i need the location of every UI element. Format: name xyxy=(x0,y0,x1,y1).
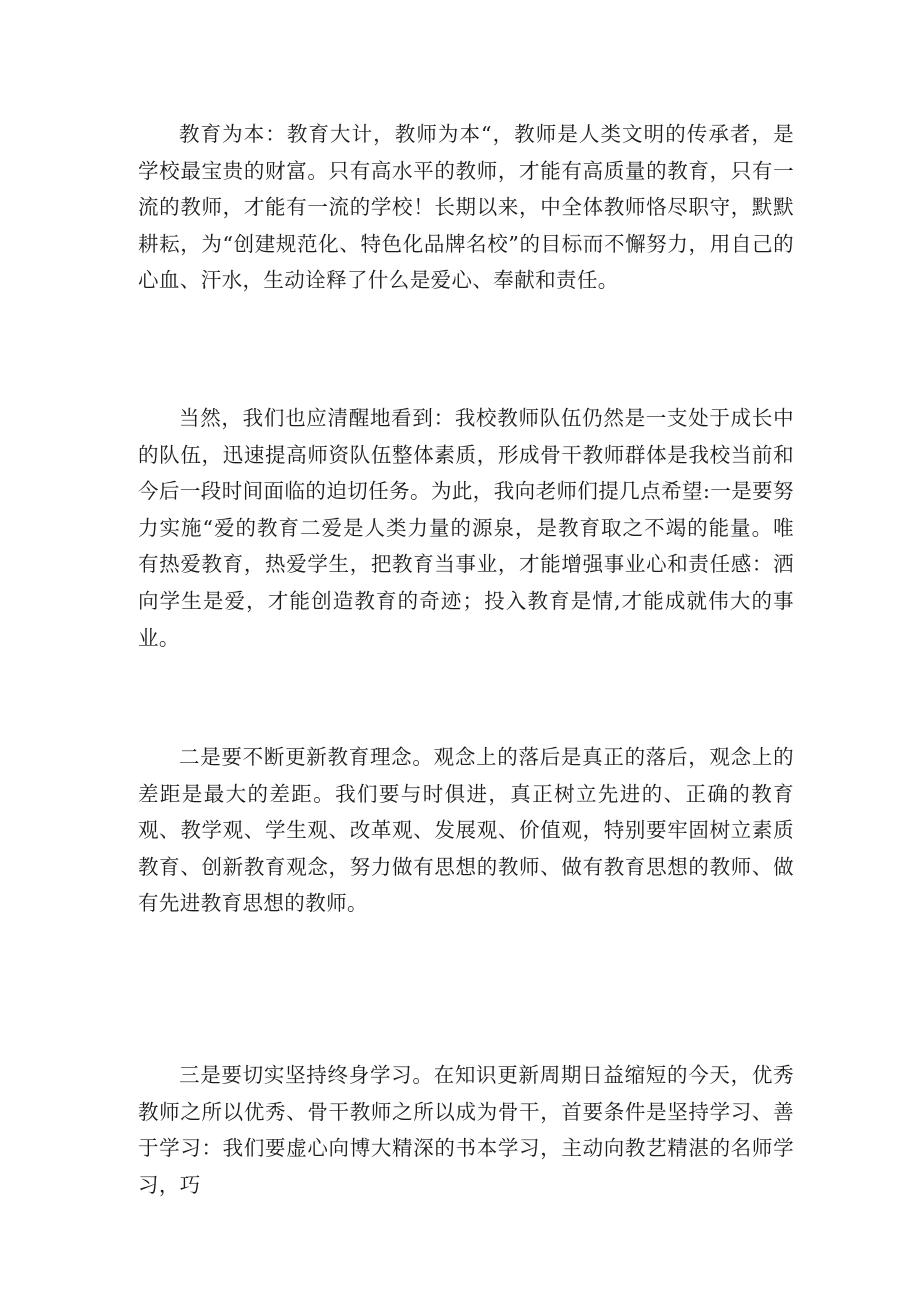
paragraph-hopes-love-education: 当然，我们也应清醒地看到：我校教师队伍仍然是一支处于成长中的队伍，迅速提高师资队伍整体素质，形成骨干教师群体是我校当前和今后一段时间面临的迫切任务。为此，我向老师们提几点希望:一是要努力实施“爱的教育二爱是人类力量的源泉，是教育取之不竭的能量。唯有热爱教育，热爱学生，把教育当事业，才能增强事业心和责任感：洒向学生是爱，才能创造教育的奇迹；投入教育是情,才能成就伟大的事业。 xyxy=(138,406,794,650)
paragraph-teachers-foundation: 教育为本：教育大计，教师为本“，教师是人类文明的传承者，是学校最宝贵的财富。只有高水平的教师，才能有高质量的教育，只有一流的教师，才能有一流的学校！长期以来，中全体教师恪尽职守，默默耕耘，为“创建规范化、特色化品牌名校”的目标而不懈努力，用自己的心血、汗水，生动诠释了什么是爱心、奉献和责任。 xyxy=(138,122,794,293)
paragraph-lifelong-learning: 三是要切实坚持终身学习。在知识更新周期日益缩短的今天，优秀教师之所以优秀、骨干教师之所以成为骨干，首要条件是坚持学习、善于学习：我们要虚心向博大精深的书本学习，主动向教艺精湛的名师学习，巧 xyxy=(138,1063,794,1197)
paragraph-update-concepts: 二是要不断更新教育理念。观念上的落后是真正的落后，观念上的差距是最大的差距。我们要与时俱进，真正树立先进的、正确的教育观、教学观、学生观、改革观、发展观、价值观，特别要牢固树立素质教育、创新教育观念，努力做有思想的教师、做有教育思想的教师、做有先进教育思想的教师。 xyxy=(138,745,794,916)
